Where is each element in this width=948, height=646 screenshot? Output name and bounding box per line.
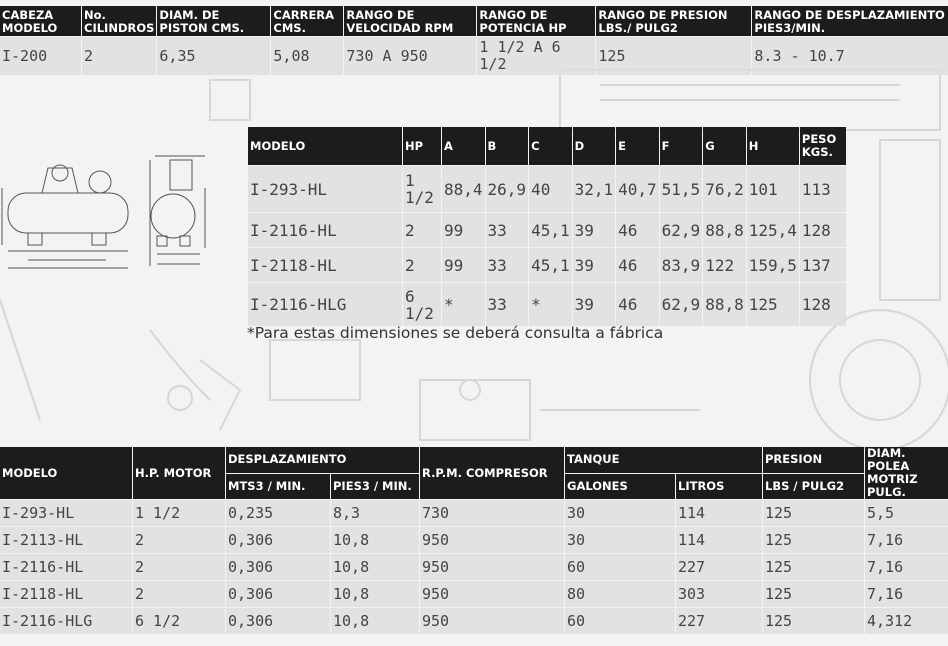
table-header: PIES3 / MIN.	[331, 474, 419, 500]
table-cell: 950	[420, 527, 564, 553]
table-header: DIAM. POLEA MOTRIZ PULG.	[865, 447, 948, 499]
table-cell: I-293-HL	[248, 166, 402, 212]
table-cell: 950	[420, 581, 564, 607]
compressor-head-spec-table	[0, 5, 948, 76]
table-cell: 125,4	[747, 213, 799, 247]
table-row	[248, 213, 846, 247]
table-cell: 7,16	[865, 527, 948, 553]
table-cell: 6,35	[157, 37, 270, 75]
table-header: MTS3 / MIN.	[226, 474, 330, 500]
table-cell: 125	[747, 283, 799, 326]
table-cell: 0,306	[226, 554, 330, 580]
table-cell: 7,16	[865, 554, 948, 580]
table-row	[248, 166, 846, 212]
table-header: C	[529, 127, 572, 165]
table-cell: 1 1/2	[133, 500, 225, 526]
table-cell: 99	[442, 213, 485, 247]
table-cell: 128	[800, 283, 846, 326]
table-header: No. CILINDROS	[84, 7, 155, 35]
table-cell: 0,306	[226, 608, 330, 634]
table-cell: 39	[573, 213, 616, 247]
table-cell: 950	[420, 608, 564, 634]
table-header: H	[747, 127, 799, 165]
table-cell: 2	[403, 213, 441, 247]
table-header: PRESION	[763, 447, 864, 473]
table-header: RANGO DE POTENCIA HP	[477, 6, 595, 36]
table-row	[248, 248, 846, 282]
table-cell: I-2116-HLG	[248, 283, 402, 326]
table-cell: 0,306	[226, 581, 330, 607]
table-header: CARRERA CMS.	[271, 6, 343, 36]
dimensions-table	[247, 126, 847, 327]
table-cell: 80	[565, 581, 675, 607]
table-cell: *	[529, 283, 572, 326]
table-cell: 730	[420, 500, 564, 526]
table-cell: 6 1/2	[403, 283, 441, 326]
table-header: MODELO	[248, 127, 402, 165]
table-cell: 950	[420, 554, 564, 580]
table-cell: 45,1	[529, 248, 572, 282]
table-cell: 33	[486, 283, 529, 326]
table-cell: 5,5	[865, 500, 948, 526]
table-header: PESO KGS.	[800, 127, 846, 165]
table-cell: 30	[565, 500, 675, 526]
table-header-row	[0, 6, 948, 36]
table-cell: I-2116-HL	[248, 213, 402, 247]
table-cell: 33	[486, 248, 529, 282]
table-cell: 83,9	[660, 248, 703, 282]
table-cell: 125	[763, 500, 864, 526]
table-cell: 101	[747, 166, 799, 212]
table-cell: 2	[133, 554, 225, 580]
table-header: GALONES	[565, 474, 675, 500]
table-cell: 2	[403, 248, 441, 282]
table-header: RANGO DE VELOCIDAD RPM	[344, 6, 476, 36]
table-cell: 1 1/2 A 6 1/2	[477, 37, 595, 75]
table-cell: 227	[676, 554, 762, 580]
table-cell: 30	[565, 527, 675, 553]
table-cell: 114	[676, 500, 762, 526]
table-header: A	[442, 127, 485, 165]
table-cell: 40,7	[616, 166, 659, 212]
table-cell: 62,9	[660, 213, 703, 247]
table-cell: 32,1	[573, 166, 616, 212]
compressor-models-table	[0, 446, 948, 635]
table-cell: 6 1/2	[133, 608, 225, 634]
table-cell: I-2113-HL	[0, 527, 132, 553]
table-row	[0, 527, 948, 553]
table-cell: 730 A 950	[344, 37, 476, 75]
table-cell: 46	[616, 283, 659, 326]
table-cell: 51,5	[660, 166, 703, 212]
table-cell: 39	[573, 248, 616, 282]
table-cell: 8.3 - 10.7	[752, 37, 948, 75]
table-cell: 125	[763, 608, 864, 634]
table-header: RANGO DE DESPLAZAMIENTO PIES3/MIN.	[752, 6, 948, 36]
table-header: LITROS	[676, 474, 762, 500]
table-cell: I-2118-HL	[0, 581, 132, 607]
table-cell: I-293-HL	[0, 500, 132, 526]
table-cell: 10,8	[331, 581, 419, 607]
table-header: D	[573, 127, 616, 165]
table-cell: 40	[529, 166, 572, 212]
table-cell: 7,16	[865, 581, 948, 607]
table-header: F	[660, 127, 703, 165]
table-cell: 2	[133, 527, 225, 553]
table-header: E	[616, 127, 659, 165]
table-header-row	[0, 447, 948, 473]
table-cell: 39	[573, 283, 616, 326]
table-header: RANGO DE PRESION LBS./ PULG2	[596, 6, 751, 36]
table-header: DESPLAZAMIENTO	[226, 447, 419, 473]
table-header: R.P.M. COMPRESOR	[420, 447, 564, 499]
table-cell: 76,2	[703, 166, 746, 212]
table-cell: 128	[800, 213, 846, 247]
table-cell: I-200	[0, 37, 81, 75]
table-cell: 26,9	[486, 166, 529, 212]
table-cell: 88,8	[703, 283, 746, 326]
table-header: HP	[403, 127, 441, 165]
table-cell: I-2116-HL	[0, 554, 132, 580]
table-cell: 1 1/2	[403, 166, 441, 212]
table-cell: 4,312	[865, 608, 948, 634]
dimensions-note: *Para estas dimensiones se deberá consulta a fábrica	[247, 324, 664, 342]
table-cell: 5,08	[271, 37, 343, 75]
table-row	[0, 37, 948, 75]
table-cell: 114	[676, 527, 762, 553]
table-cell: 303	[676, 581, 762, 607]
table-cell: 45,1	[529, 213, 572, 247]
table-cell: 88,8	[703, 213, 746, 247]
table-cell: 60	[565, 554, 675, 580]
table-header: DIAM. DE PISTON CMS.	[157, 6, 270, 36]
table-cell: 10,8	[331, 527, 419, 553]
table-header: CABEZA MODELO	[0, 6, 81, 36]
table-cell: 60	[565, 608, 675, 634]
table-row	[248, 283, 846, 326]
compressor-diagram-icon	[0, 148, 230, 278]
table-cell: 125	[763, 581, 864, 607]
table-cell: 46	[616, 248, 659, 282]
table-cell: 88,4	[442, 166, 485, 212]
table-cell: I-2118-HL	[248, 248, 402, 282]
table-cell: 2	[133, 581, 225, 607]
table-row	[0, 554, 948, 580]
table-cell: 125	[596, 37, 751, 75]
table-cell: 122	[703, 248, 746, 282]
table-header: LBS / PULG2	[763, 474, 864, 500]
table-cell: 113	[800, 166, 846, 212]
table-cell: 10,8	[331, 608, 419, 634]
table-cell: 10,8	[331, 554, 419, 580]
table-cell: 125	[763, 527, 864, 553]
table-header: G	[703, 127, 746, 165]
table-header-row	[248, 127, 846, 165]
table-cell: *	[442, 283, 485, 326]
table-cell: 0,235	[226, 500, 330, 526]
table-header: TANQUE	[565, 447, 762, 473]
table-cell: 8,3	[331, 500, 419, 526]
table-cell: 227	[676, 608, 762, 634]
table-cell: 2	[82, 37, 156, 75]
table-header: MODELO	[0, 447, 132, 499]
table-cell: 159,5	[747, 248, 799, 282]
table-header: B	[486, 127, 529, 165]
table-cell: 99	[442, 248, 485, 282]
table-row	[0, 581, 948, 607]
table-row	[0, 608, 948, 634]
table-row	[0, 500, 948, 526]
table-cell: 137	[800, 248, 846, 282]
table-cell: 125	[763, 554, 864, 580]
table-cell: 33	[486, 213, 529, 247]
table-cell: 0,306	[226, 527, 330, 553]
table-cell: I-2116-HLG	[0, 608, 132, 634]
table-cell: 62,9	[660, 283, 703, 326]
table-header: H.P. MOTOR	[133, 447, 225, 499]
table-cell: 46	[616, 213, 659, 247]
